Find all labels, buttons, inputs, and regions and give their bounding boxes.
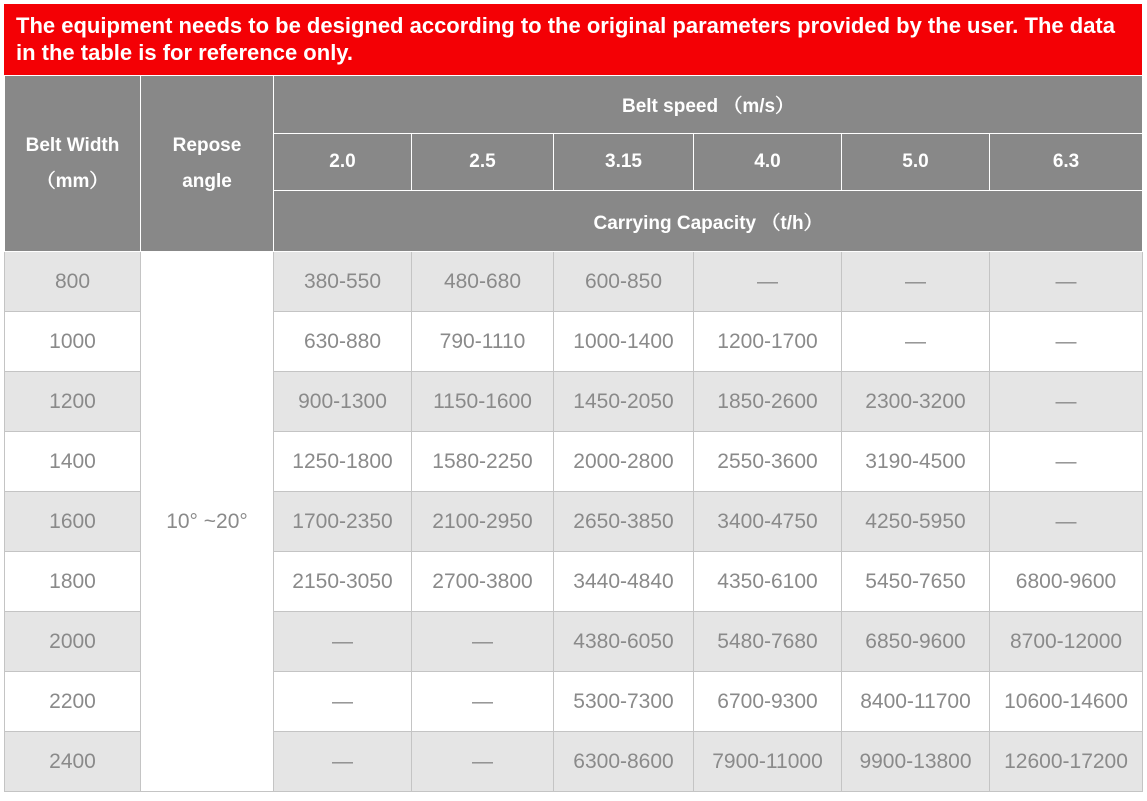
speed-header-cell: 2.0 bbox=[274, 134, 412, 191]
capacity-cell: 3400-4750 bbox=[694, 492, 842, 552]
belt-width-cell: 1200 bbox=[5, 372, 141, 432]
capacity-cell: 10600-14600 bbox=[990, 672, 1143, 732]
capacity-cell: 380-550 bbox=[274, 252, 412, 312]
capacity-cell: — bbox=[990, 432, 1143, 492]
capacity-cell: 8400-11700 bbox=[842, 672, 990, 732]
capacity-cell: 2650-3850 bbox=[554, 492, 694, 552]
capacity-cell: 2100-2950 bbox=[412, 492, 554, 552]
capacity-cell: — bbox=[990, 492, 1143, 552]
belt-width-cell: 1000 bbox=[5, 312, 141, 372]
capacity-cell: 5480-7680 bbox=[694, 612, 842, 672]
belt-width-cell: 1800 bbox=[5, 552, 141, 612]
capacity-cell: — bbox=[842, 252, 990, 312]
belt-width-header-label: Belt Width bbox=[25, 134, 120, 156]
capacity-cell: — bbox=[694, 252, 842, 312]
capacity-cell: 4380-6050 bbox=[554, 612, 694, 672]
belt-width-header bbox=[5, 76, 141, 252]
capacity-cell: 4350-6100 bbox=[694, 552, 842, 612]
notice-banner: The equipment needs to be designed according to the original parameters provided by the user. The data in the table is for reference only. bbox=[4, 4, 1142, 75]
spec-table-container bbox=[4, 4, 1142, 794]
capacity-cell: 2550-3600 bbox=[694, 432, 842, 492]
capacity-cell: — bbox=[274, 672, 412, 732]
capacity-cell: 9900-13800 bbox=[842, 732, 990, 792]
capacity-cell: — bbox=[412, 732, 554, 792]
capacity-cell: 1200-1700 bbox=[694, 312, 842, 372]
capacity-cell: 1450-2050 bbox=[554, 372, 694, 432]
capacity-cell: 600-850 bbox=[554, 252, 694, 312]
speed-header-cell: 5.0 bbox=[842, 134, 990, 191]
belt-width-cell: 2000 bbox=[5, 612, 141, 672]
belt-width-header-unit: （mm） bbox=[36, 170, 109, 192]
speed-header-cell: 4.0 bbox=[694, 134, 842, 191]
capacity-cell: 6300-8600 bbox=[554, 732, 694, 792]
speed-header-cell: 3.15 bbox=[554, 134, 694, 191]
capacity-cell: 5450-7650 bbox=[842, 552, 990, 612]
repose-angle-cell: 10° ~20° bbox=[141, 252, 274, 792]
capacity-cell: 4250-5950 bbox=[842, 492, 990, 552]
speed-header-cell: 6.3 bbox=[990, 134, 1143, 191]
capacity-cell: 1000-1400 bbox=[554, 312, 694, 372]
capacity-cell: 2300-3200 bbox=[842, 372, 990, 432]
capacity-cell: 1850-2600 bbox=[694, 372, 842, 432]
capacity-cell: 6800-9600 bbox=[990, 552, 1143, 612]
capacity-cell: — bbox=[990, 252, 1143, 312]
repose-header-line2: angle bbox=[182, 170, 232, 192]
speed-header-cell: 2.5 bbox=[412, 134, 554, 191]
capacity-cell: 8700-12000 bbox=[990, 612, 1143, 672]
capacity-cell: 1250-1800 bbox=[274, 432, 412, 492]
capacity-cell: 2150-3050 bbox=[274, 552, 412, 612]
capacity-cell: 3440-4840 bbox=[554, 552, 694, 612]
capacity-cell: — bbox=[412, 612, 554, 672]
capacity-cell: 5300-7300 bbox=[554, 672, 694, 732]
repose-header-line1: Repose bbox=[172, 134, 242, 156]
capacity-cell: — bbox=[274, 612, 412, 672]
capacity-cell: 3190-4500 bbox=[842, 432, 990, 492]
belt-width-cell: 2400 bbox=[5, 732, 141, 792]
capacity-cell: 7900-11000 bbox=[694, 732, 842, 792]
carrying-capacity-header: Carrying Capacity （t/h） bbox=[274, 191, 1143, 252]
capacity-cell: 6700-9300 bbox=[694, 672, 842, 732]
belt-width-cell: 800 bbox=[5, 252, 141, 312]
belt-width-cell: 1400 bbox=[5, 432, 141, 492]
repose-angle-header bbox=[141, 76, 274, 252]
capacity-cell: — bbox=[412, 672, 554, 732]
capacity-cell: 2700-3800 bbox=[412, 552, 554, 612]
belt-capacity-table bbox=[4, 75, 1143, 792]
capacity-cell: — bbox=[842, 312, 990, 372]
capacity-cell: 1150-1600 bbox=[412, 372, 554, 432]
capacity-cell: 790-1110 bbox=[412, 312, 554, 372]
capacity-cell: 6850-9600 bbox=[842, 612, 990, 672]
capacity-cell: 480-680 bbox=[412, 252, 554, 312]
capacity-cell: — bbox=[274, 732, 412, 792]
capacity-cell: 1700-2350 bbox=[274, 492, 412, 552]
capacity-cell: — bbox=[990, 372, 1143, 432]
capacity-cell: 12600-17200 bbox=[990, 732, 1143, 792]
capacity-cell: — bbox=[990, 312, 1143, 372]
belt-width-cell: 2200 bbox=[5, 672, 141, 732]
capacity-cell: 900-1300 bbox=[274, 372, 412, 432]
table-row bbox=[5, 252, 1143, 312]
belt-speed-header: Belt speed （m/s） bbox=[274, 76, 1143, 134]
capacity-cell: 2000-2800 bbox=[554, 432, 694, 492]
capacity-cell: 630-880 bbox=[274, 312, 412, 372]
belt-width-cell: 1600 bbox=[5, 492, 141, 552]
capacity-cell: 1580-2250 bbox=[412, 432, 554, 492]
